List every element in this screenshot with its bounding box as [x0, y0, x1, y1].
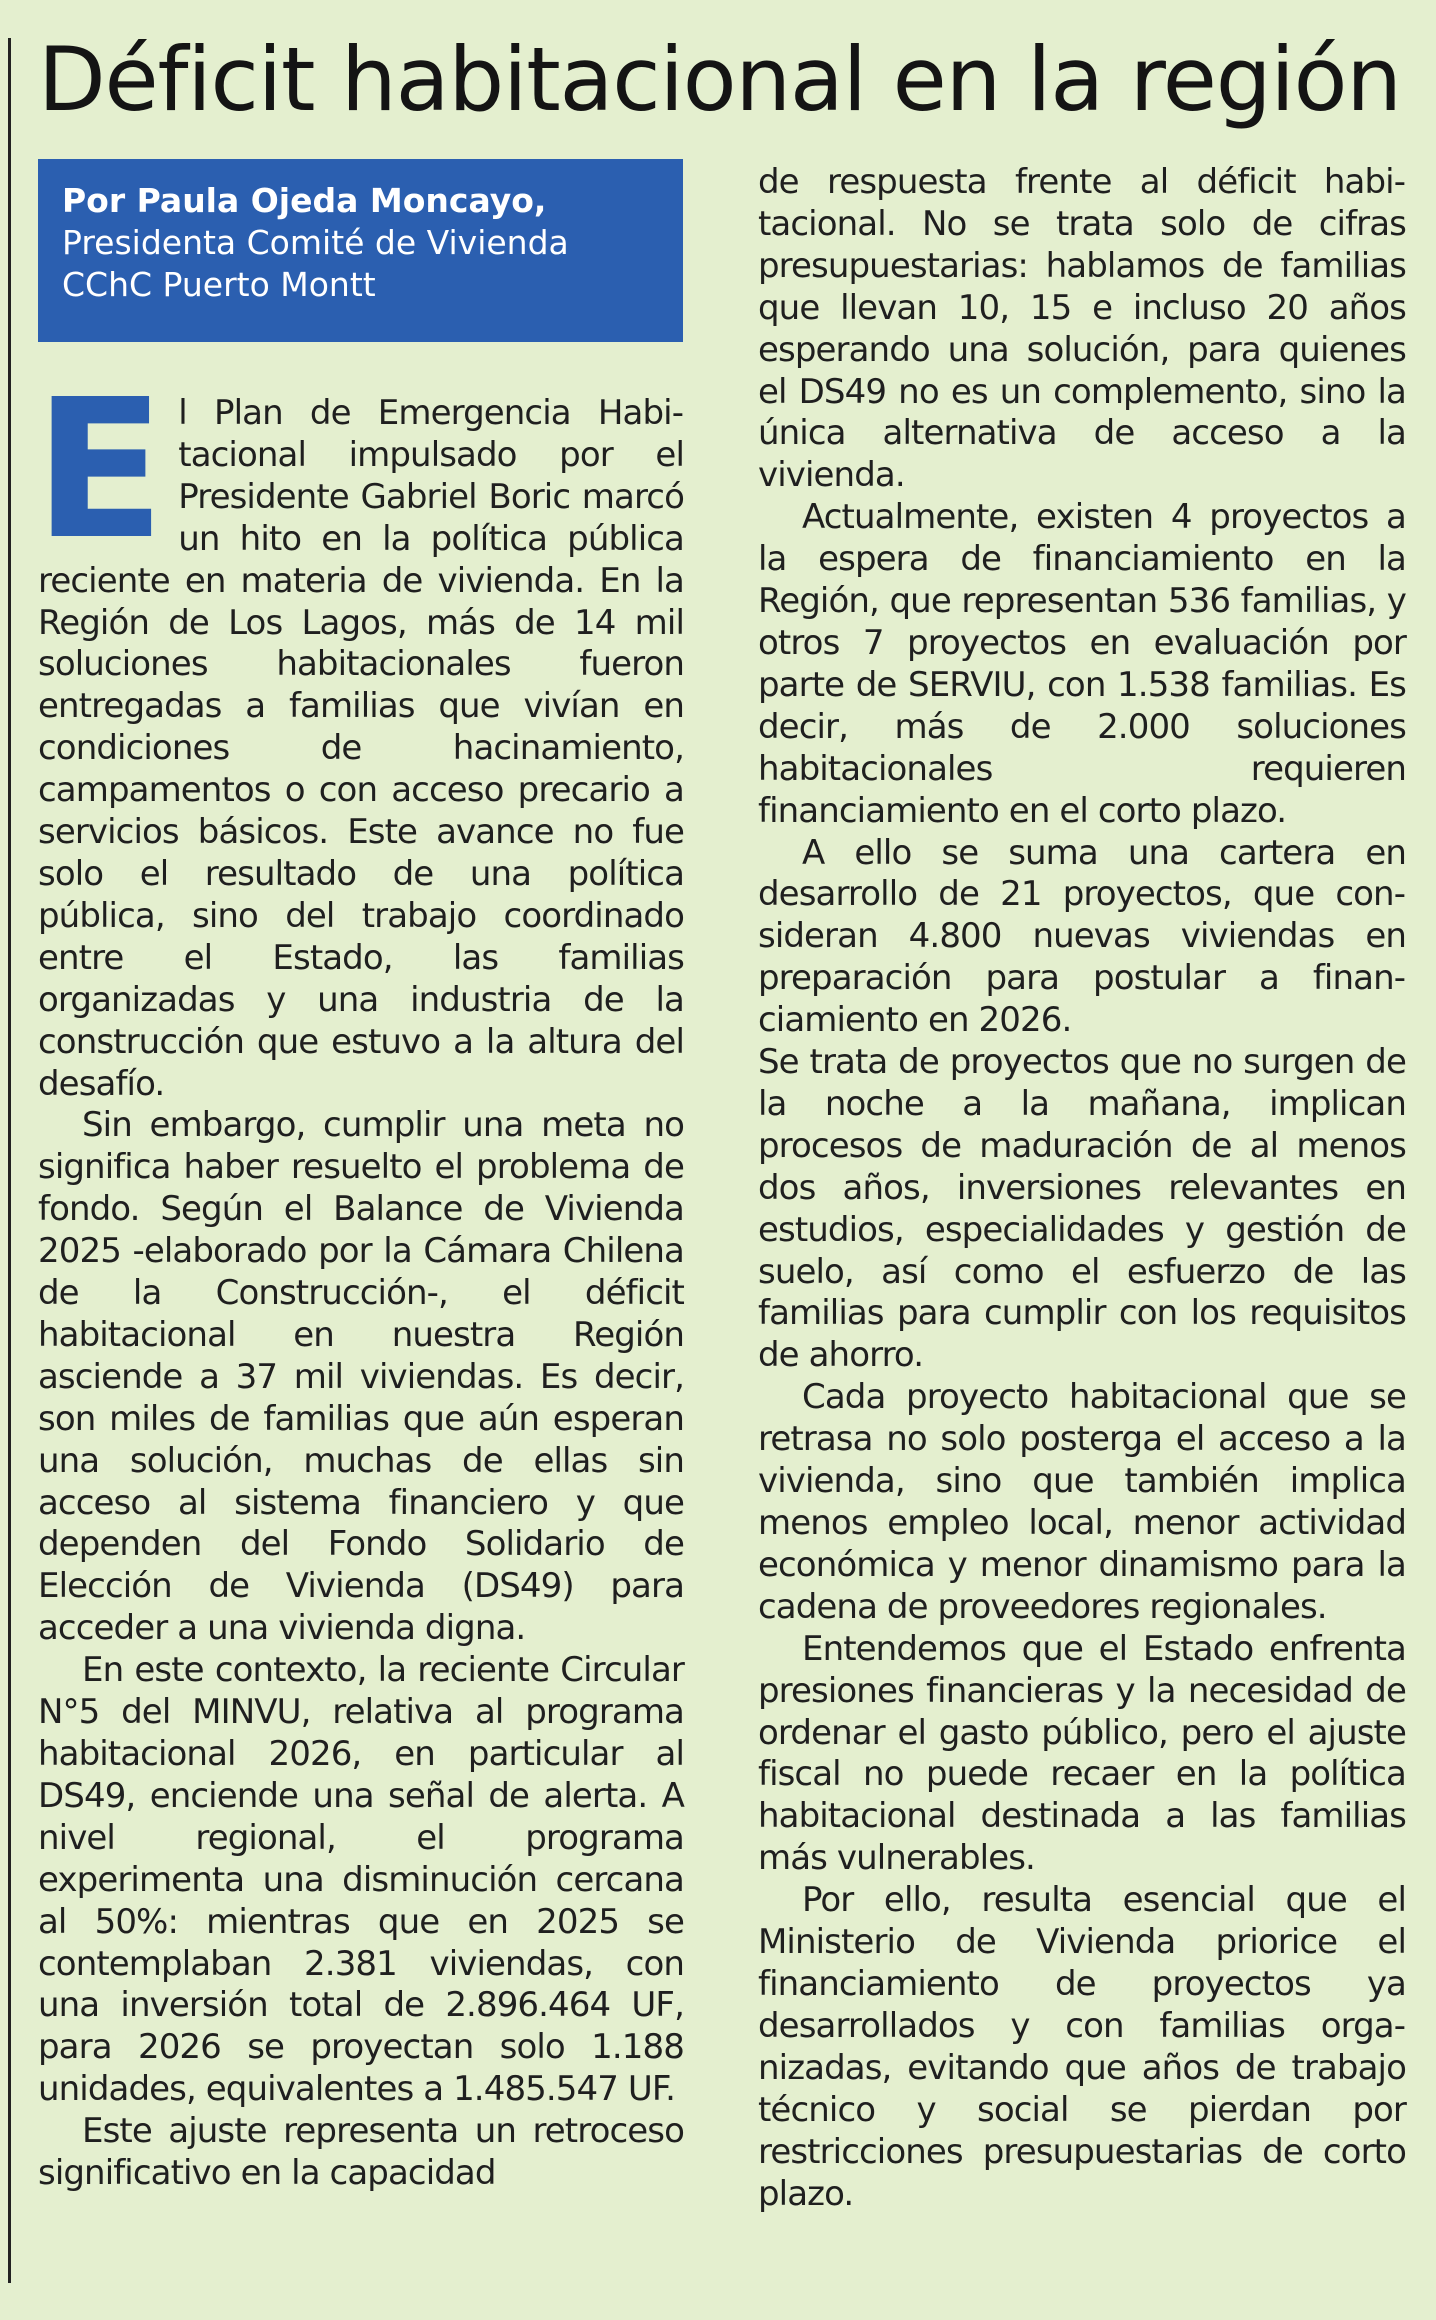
- paragraph: de respuesta frente al déficit habitacional. No se trata solo de cifras presupuestarias: hablamos de familias que llevan 10, 15 e incluso 20 años esperando una solución, para quienes el DS49 no es un complemento, sino la única alternativa de acceso a la vivienda.: [758, 162, 1406, 496]
- byline-author: Por Paula Ojeda Moncayo,: [62, 181, 547, 220]
- paragraph: Entendemos que el Estado enfrenta presiones financieras y la necesidad de ordenar el gasto público, pero el ajuste fiscal no puede recaer en la política habitacional destinada a las familias más vulnerables.: [758, 1628, 1406, 1879]
- paragraph: A ello se suma una cartera en desarrollo de 21 proyectos, que consideran 4.800 nuevas viviendas en preparación para postular a financiamiento en 2026.: [758, 832, 1406, 1041]
- column-rule: [8, 38, 11, 2283]
- paragraph: Sin embargo, cumplir una meta no significa haber resuelto el problema de fondo. Según el Balance de Vivienda 2025 -elaborado por la Cámara Chilena de la Construcción-, el déficit habitacional en nuestra Región asciende a 37 mil viviendas. Es decir, son miles de familias que aún esperan una solución, muchas de ellas sin acceso al sistema financiero y que dependen del Fondo Solidario de Elección de Vivienda (DS49) para acceder a una vivienda digna.: [38, 1105, 684, 1649]
- paragraph: [34, 359, 684, 1105]
- paragraph: Actualmente, existen 4 proyectos a la espera de financiamiento en la Región, que representan 536 familias, y otros 7 proyectos en evaluación por parte de SERVIU, con 1.538 familias. Es decir, más de 2.000 soluciones habitacionales requieren financiamiento en el corto plazo.: [758, 497, 1406, 831]
- paragraph: Por ello, resulta esencial que el Ministerio de Vivienda priorice el financiamiento de proyectos ya desarrollados y con familias organizadas, evitando que años de trabajo técnico y social se pierdan por restricciones presupuestarias de corto plazo.: [758, 1880, 1406, 2214]
- paragraph: Este ajuste representa un retroceso significativo en la capacidad: [38, 2111, 684, 2194]
- right-column: [758, 162, 1406, 2215]
- drop-cap: E: [34, 359, 165, 582]
- left-column: [34, 359, 684, 2195]
- article-title: Déficit habitacional en la región: [38, 28, 1401, 131]
- paragraph-text: l Plan de Emergencia Habitacional impulsado por el Presidente Gabriel Boric marcó un hito en la política pública reciente en materia de vivienda. En la Región de Los Lagos, más de 14 mil soluciones habitacionales fueron entregadas a familias que vivían en condiciones de hacinamiento, campamentos o con acceso precario a servicios básicos. Este avance no fue solo el resultado de una política pública, sino del trabajo coordinado entre el Estado, las familias organizadas y una industria de la construcción que estuvo a la altura del desafío.: [38, 393, 684, 1104]
- paragraph: Se trata de proyectos que no surgen de la noche a la mañana, implican procesos de maduración de al menos dos años, inversiones relevantes en estudios, especialidades y gestión de suelo, así como el esfuerzo de las familias para cumplir con los requisitos de ahorro.: [758, 1042, 1406, 1376]
- byline-role: Presidenta Comité de Vivienda: [62, 223, 569, 262]
- paragraph: Cada proyecto habitacional que se retrasa no solo posterga el acceso a la vivienda, sino que también implica menos empleo local, menor actividad económica y menor dinamismo para la cadena de proveedores regionales.: [758, 1377, 1406, 1627]
- byline-box: [38, 159, 683, 342]
- byline-organization: CChC Puerto Montt: [62, 265, 376, 304]
- paragraph: En este contexto, la reciente Circular N°5 del MINVU, relativa al programa habitacional 2026, en particular al DS49, enciende una señal de alerta. A nivel regional, el programa experimenta una disminución cercana al 50%: mientras que en 2025 se contemplaban 2.381 viviendas, con una inversión total de 2.896.464 UF, para 2026 se proyectan solo 1.188 unidades, equivalentes a 1.485.547 UF.: [38, 1650, 684, 2110]
